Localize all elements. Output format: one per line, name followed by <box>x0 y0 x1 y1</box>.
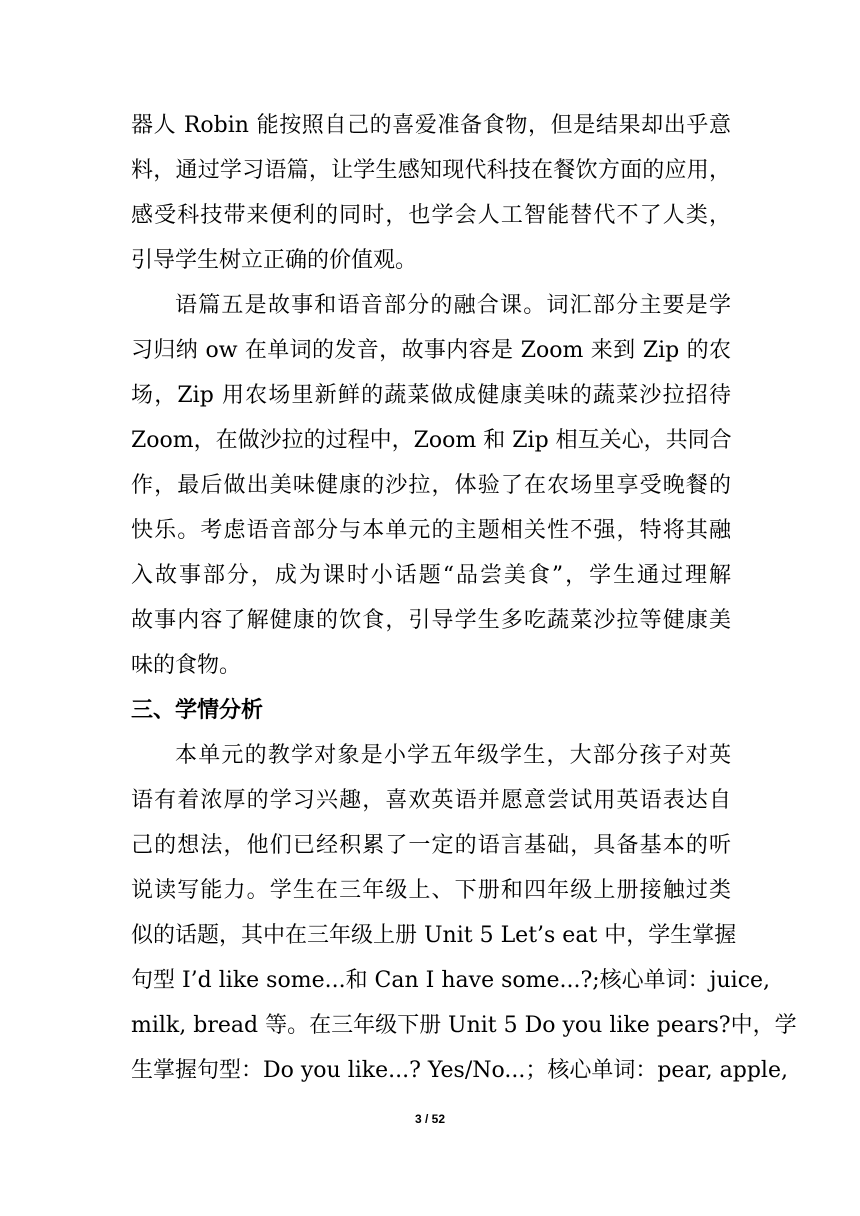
text-line: 句型 I’d like some...和 Can I have some...?;核心单词：juice, <box>131 968 771 993</box>
text-line: 本单元的教学对象是小学五年级学生，大部分孩子对英 <box>175 743 731 768</box>
text-line: 三、学情分析 <box>131 697 264 723</box>
text-line: 生掌握句型：Do you like...? Yes/No...；核心单词：pear, apple, <box>131 1058 788 1083</box>
paragraph <box>131 733 797 1093</box>
text-line: 作，最后做出美味健康的沙拉，体验了在农场里享受晚餐的 <box>131 473 731 498</box>
section-heading <box>131 688 731 733</box>
text-line: 器人 Robin 能按照自己的喜爱准备食物，但是结果却出乎意 <box>131 113 731 138</box>
text-line: Zoom，在做沙拉的过程中，Zoom 和 Zip 相互关心，共同合 <box>131 428 732 453</box>
text-line: 快乐。考虑语音部分与本单元的主题相关性不强，特将其融 <box>131 518 731 543</box>
text-line: 己的想法，他们已经积累了一定的语言基础，具备基本的听 <box>131 833 731 858</box>
page-number: 3 / 52 <box>414 1112 446 1126</box>
text-line: 引导学生树立正确的价值观。 <box>131 248 418 273</box>
text-line: 似的话题，其中在三年级上册 Unit 5 Let’s eat 中，学生掌握 <box>131 923 737 948</box>
text-line: 入故事部分，成为课时小话题“品尝美食”，学生通过理解 <box>131 563 731 588</box>
text-line: 场，Zip 用农场里新鲜的蔬菜做成健康美味的蔬菜沙拉招待 <box>131 383 731 408</box>
text-line: 语有着浓厚的学习兴趣，喜欢英语并愿意尝试用英语表达自 <box>131 788 731 813</box>
text-line: 料，通过学习语篇，让学生感知现代科技在餐饮方面的应用， <box>131 158 731 183</box>
text-line: 味的食物。 <box>131 653 242 678</box>
text-line: 感受科技带来便利的同时，也学会人工智能替代不了人类， <box>131 203 731 228</box>
text-line: milk, bread 等。在三年级下册 Unit 5 Do you like pears?中，学 <box>131 1013 797 1038</box>
document-body <box>131 103 797 1093</box>
text-line: 说读写能力。学生在三年级上、下册和四年级上册接触过类 <box>131 878 731 903</box>
text-line: 语篇五是故事和语音部分的融合课。词汇部分主要是学 <box>175 293 731 318</box>
paragraph <box>131 283 731 688</box>
text-line: 习归纳 ow 在单词的发音，故事内容是 Zoom 来到 Zip 的农 <box>131 338 731 363</box>
paragraph <box>131 103 731 283</box>
text-line: 故事内容了解健康的饮食，引导学生多吃蔬菜沙拉等健康美 <box>131 608 731 633</box>
